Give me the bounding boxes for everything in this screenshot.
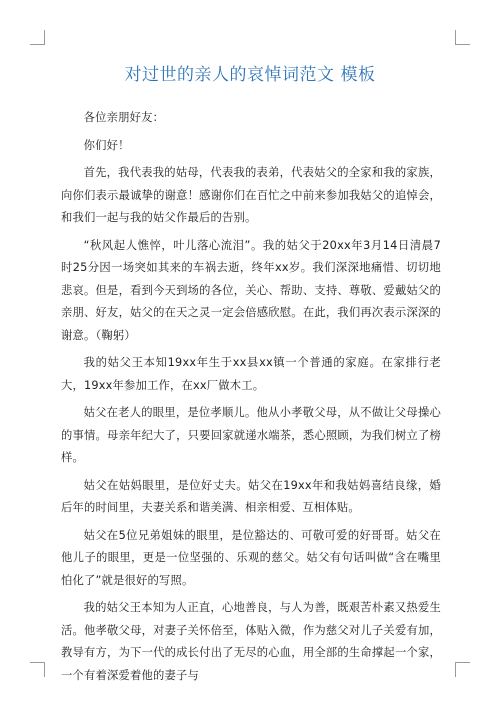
paragraph: 首先，我代表我的姑母，代表我的表弟，代表姑父的全家和我的家族，向你们表示最诚挚的谢意！感谢你们在百忙之中前来参加我姑父的追悼会，和我们一起与我的姑父作最后的告别。 (61, 166, 441, 224)
paragraph: 我的姑父王本知为人正直，心地善良，与人为善，既艰苦朴素又热爱生活。他孝敬父母，对妻子关怀倍至，体贴入微，作为慈父对儿子关爱有加，教导有方，为下一代的成长付出了无尽的心血，用全部的生命撑起一个家，一个有着深爱着他的妻子与 (61, 601, 441, 682)
paragraph-salutation: 各位亲朋好友： (83, 111, 165, 124)
paragraph: 我的姑父王本知19xx年生于xx县xx镇一个普通的家庭。在家排行老大，19xx年参加工作，在xx厂做木工。 (61, 356, 441, 392)
document-title: 对过世的亲人的哀悼词范文 模板 (124, 65, 376, 85)
paragraph: “秋风起人憔悴，叶儿落心流泪”。我的姑父于20xx年3月14日清晨7时25分因一场突如其来的车祸去逝，终年xx岁。我们深深地痛惜、切切地悲哀。但是，看到今天到场的各位，关心、帮助、支持、尊敬、爱戴姑父的亲朋、好友，姑父的在天之灵一定会倍感欣慰。在此，我们再次表示深深的谢意。（鞠躬） (61, 238, 441, 342)
crop-mark-top-right (455, 30, 470, 45)
crop-mark-bottom-right (455, 662, 470, 677)
paragraph: 姑父在老人的眼里，是位孝顺儿。他从小孝敬父母，从不做让父母操心的事情。母亲年纪大了，只要回家就递水端茶，悉心照顾，为我们树立了榜样。 (61, 406, 441, 464)
crop-mark-bottom-left (30, 662, 45, 677)
document-body (61, 107, 441, 692)
crop-mark-top-left (30, 30, 45, 45)
paragraph-greeting: 你们好！ (83, 138, 130, 152)
paragraph: 姑父在5位兄弟姐妹的眼里，是位豁达的、可敬可爱的好哥哥。姑父在他儿子的眼里，更是一位坚强的、乐观的慈父。姑父有句话叫做“含在嘴里怕化了”就是很好的写照。 (61, 528, 441, 587)
paragraph: 姑父在姑妈眼里，是位好丈夫。姑父在19xx年和我姑妈喜结良缘，婚后年的时间里，夫妻关系和谐美满、相亲相爱、互相体贴。 (61, 478, 441, 514)
